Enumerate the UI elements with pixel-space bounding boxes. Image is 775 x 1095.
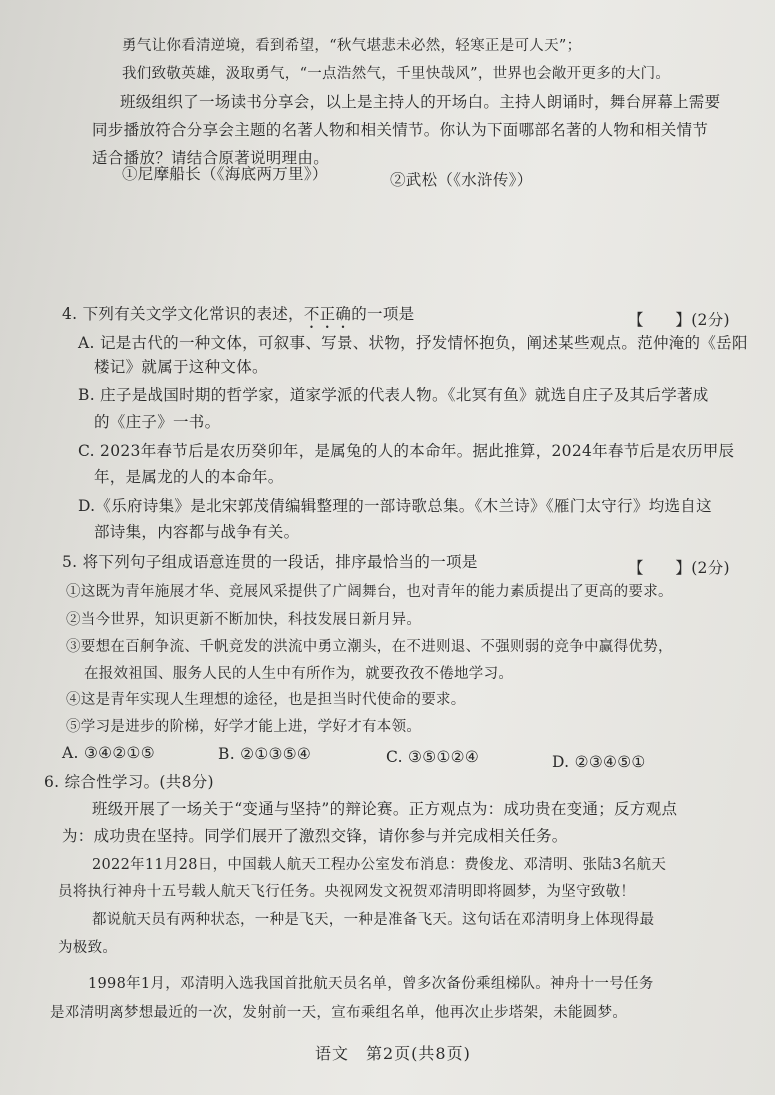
sentence-line: 在报效祖国、服务人民的人生中有所作为，就要孜孜不倦地学习。 [84, 666, 514, 682]
option-line: A. 记是古代的一种文体，可叙事、写景、状物，抒发情怀抱负，阐述某些观点。范仲淹的《岳阳 [78, 334, 748, 352]
question-title: 6. 综合性学习。(共8分) [44, 773, 214, 791]
sentence-line: ①这既为青年施展才华、竞展风采提供了广阔舞台，也对青年的能力素质提出了更高的要求。 [66, 584, 673, 600]
score-bracket: 【 】(2分) [628, 311, 730, 329]
option-line: 年，是属龙的人的本命年。 [94, 468, 284, 486]
text-line: 同步播放符合分享会主题的名著人物和相关情节。你认为下面哪部名著的人物和相关情节 [92, 121, 709, 139]
question-stem: 5. 将下列句子组成语意连贯的一段话，排序最恰当的一项是 [62, 553, 478, 571]
paragraph-line: 班级开展了一场关于“变通与坚持”的辩论赛。正方观点为：成功贵在变通；反方观点 [92, 800, 678, 818]
paragraph-line: 都说航天员有两种状态，一种是飞天，一种是准备飞天。这句话在邓清明身上体现得最 [92, 912, 655, 928]
option-line: D.《乐府诗集》是北宋郭茂倩编辑整理的一部诗歌总集。《木兰诗》《雁门太守行》均选自这 [78, 497, 712, 515]
paragraph-line: 为：成功贵在坚持。同学们展开了激烈交锋，请你参与并完成相关任务。 [62, 827, 568, 845]
sentence-line: ⑤学习是进步的阶梯，好学才能上进，学好才有本领。 [66, 719, 422, 735]
sentence-line: ②当今世界，知识更新不断加快，科技发展日新月异。 [66, 612, 422, 628]
sentence-line: ③要想在百舸争流、千帆竞发的洪流中勇立潮头，在不进则退、不强则弱的竞争中赢得优势， [66, 639, 673, 655]
option-line: B. 庄子是战国时期的哲学家，道家学派的代表人物。《北冥有鱼》就选自庄子及其后学著成 [78, 386, 709, 404]
text-line: 勇气让你看清逆境，看到希望，“秋气堪悲未必然，轻寒正是可人天”； [122, 38, 582, 54]
q3-option: ①尼摩船长（《海底两万里》） [122, 165, 328, 183]
q3-option: ②武松（《水浒传》） [390, 171, 533, 189]
score-bracket: 【 】(2分) [628, 559, 730, 577]
answer-choice: A. ③④②①⑤ [62, 744, 155, 762]
paragraph-line: 员将执行神舟十五号载人航天飞行任务。央视网发文祝贺邓清明即将圆梦，为坚守致敬！ [58, 884, 636, 900]
option-line: 的《庄子》一书。 [94, 413, 221, 431]
question-stem: 4. 下列有关文学文化常识的表述，不正确的一项是 [62, 305, 415, 323]
answer-choice: B. ②①③⑤④ [218, 745, 312, 763]
paragraph-line: 1998年1月，邓清明入选我国首批航天员名单，曾多次备份乘组梯队。神舟十一号任务 [88, 976, 654, 992]
option-line: 楼记》就属于这种文体。 [94, 358, 268, 376]
text-line: 适合播放？请结合原著说明理由。 [92, 149, 330, 167]
text-line: 我们致敬英雄，汲取勇气，“一点浩然气，千里快哉风”，世界也会敞开更多的大门。 [122, 66, 671, 82]
sentence-line: ④这是青年实现人生理想的途径，也是担当时代使命的要求。 [66, 692, 466, 708]
paragraph-line: 为极致。 [58, 940, 118, 956]
paragraph-line: 2022年11月28日，中国载人航天工程办公室发布消息：费俊龙、邓清明、张陆3名航天 [92, 857, 667, 873]
answer-choice: D. ②③④⑤① [552, 753, 646, 771]
text-line: 班级组织了一场读书分享会，以上是主持人的开场白。主持人朗诵时，舞台屏幕上需要 [120, 93, 721, 111]
page-footer: 语文 第2页(共8页) [315, 1044, 471, 1063]
option-line: 部诗集，内容都与战争有关。 [94, 523, 300, 541]
option-line: C. 2023年春节后是农历癸卯年，是属兔的人的本命年。据此推算，2024年春节后是农历甲辰 [78, 442, 735, 460]
answer-choice: C. ③⑤①②④ [386, 748, 480, 766]
paragraph-line: 是邓清明离梦想最近的一次，发射前一天，宣布乘组名单，他再次止步塔架，未能圆梦。 [50, 1005, 628, 1021]
